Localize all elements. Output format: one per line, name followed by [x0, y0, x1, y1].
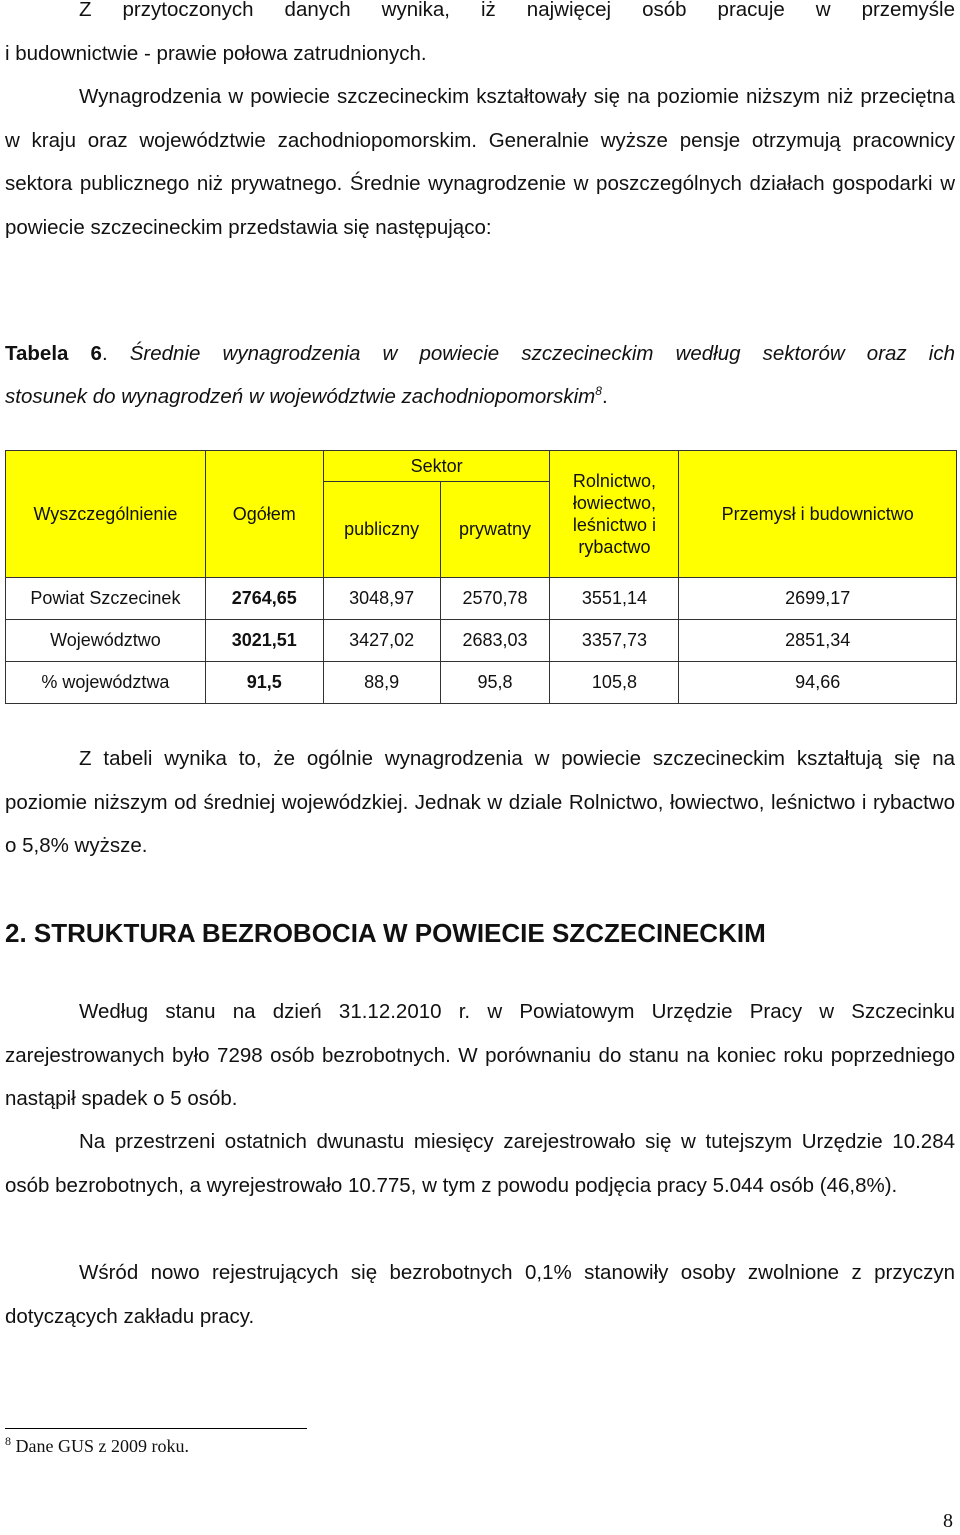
header-prywatny: prywatny	[440, 482, 550, 578]
paragraph-1-line-1: Z przytoczonych danych wynika, iż najwięcej osób pracuje w przemyśle	[79, 0, 955, 21]
paragraph-4: Według stanu na dzień 31.12.2010 r. w Powiatowym Urzędzie Pracy w Szczecinku zarejestrowanych było 7298 osób bezrobotnych. W porównaniu do stanu na koniec roku poprzedniego nastąpił spadek o 5 osób.	[5, 1000, 955, 1110]
table-caption: Tabela 6. Średnie wynagrodzenia w powiecie szczecineckim według sektorów oraz ich stosunek do wynagrodzeń w województwie zachodniopomorskim$^8$.	[5, 342, 955, 408]
header-sektor: Sektor	[323, 451, 550, 482]
paragraph-5: Na przestrzeni ostatnich dwunastu miesięcy zarejestrowało się w tutejszym Urzędzie 10.284 osób bezrobotnych, a wyrejestrowało 10.775, w tym z powodu podjęcia pracy 5.044 osób (46,8%).	[5, 1130, 955, 1197]
paragraph-3: Z tabeli wynika to, że ogólnie wynagrodzenia w powiecie szczecineckim kształtują się na poziomie niższym od średniej wojewódzkiej. Jednak w dziale Rolnictwo, łowiectwo, leśnictwo i rybactwo o 5,8% wyższe.	[5, 747, 955, 857]
row-name: Województwo	[6, 620, 206, 662]
paragraph-1	[5, 0, 955, 75]
table-row	[6, 578, 957, 620]
cell-publiczny: 3048,97	[323, 578, 440, 620]
header-ogolem: Ogółem	[205, 451, 323, 578]
cell-przemysl: 2851,34	[679, 620, 957, 662]
header-wyszczegolnienie: Wyszczególnienie	[6, 451, 206, 578]
footnote	[5, 1436, 189, 1457]
cell-publiczny: 3427,02	[323, 620, 440, 662]
row-name: % województwa	[6, 662, 206, 704]
cell-przemysl: 2699,17	[679, 578, 957, 620]
salary-table	[5, 450, 957, 704]
table-row	[6, 620, 957, 662]
cell-przemysl: 94,66	[679, 662, 957, 704]
caption-label: Tabela 6	[5, 342, 102, 365]
header-przemysl: Przemysł i budownictwo	[679, 451, 957, 578]
cell-prywatny: 2683,03	[440, 620, 550, 662]
paragraph-6: Wśród nowo rejestrujących się bezrobotnych 0,1% stanowiły osoby zwolnione z przyczyn dotyczących zakładu pracy.	[5, 1261, 955, 1328]
cell-prywatny: 2570,78	[440, 578, 550, 620]
caption-text-line-2: stosunek do wynagrodzeń w województwie zachodniopomorskim	[5, 385, 596, 408]
cell-ogolem: 91,5	[205, 662, 323, 704]
table-row	[6, 662, 957, 704]
page-number: 8	[943, 1510, 953, 1532]
row-name: Powiat Szczecinek	[6, 578, 206, 620]
cell-ogolem: 2764,65	[205, 578, 323, 620]
cell-publiczny: 88,9	[323, 662, 440, 704]
header-publiczny: publiczny	[323, 482, 440, 578]
header-rolnictwo: Rolnictwo, łowiectwo, leśnictwo i rybactwo	[550, 451, 679, 578]
paragraph-1-line-2: i budownictwie - prawie połowa zatrudnionych.	[5, 41, 427, 65]
footnote-text: Dane GUS z 2009 roku.	[11, 1436, 189, 1456]
section-heading: 2. STRUKTURA BEZROBOCIA W POWIECIE SZCZECINECKIM	[5, 918, 766, 948]
cell-rolnictwo: 3551,14	[550, 578, 679, 620]
caption-footnote-mark: 8	[595, 384, 602, 399]
cell-ogolem: 3021,51	[205, 620, 323, 662]
cell-rolnictwo: 105,8	[550, 662, 679, 704]
footnote-mark: 8	[5, 1434, 11, 1448]
paragraph-2: Wynagrodzenia w powiecie szczecineckim kształtowały się na poziomie niższym niż przeciętna w kraju oraz województwie zachodniopomorskim. Generalnie wyższe pensje otrzymują pracownicy sektora publicznego niż prywatnego. Średnie wynagrodzenie w poszczególnych działach gospodarki w powiecie szczecineckim przedstawia się następująco:	[5, 85, 955, 239]
footnote-rule	[5, 1428, 307, 1429]
cell-prywatny: 95,8	[440, 662, 550, 704]
caption-text-line-1: Średnie wynagrodzenia w powiecie szczecineckim według sektorów oraz ich	[107, 342, 955, 365]
cell-rolnictwo: 3357,73	[550, 620, 679, 662]
